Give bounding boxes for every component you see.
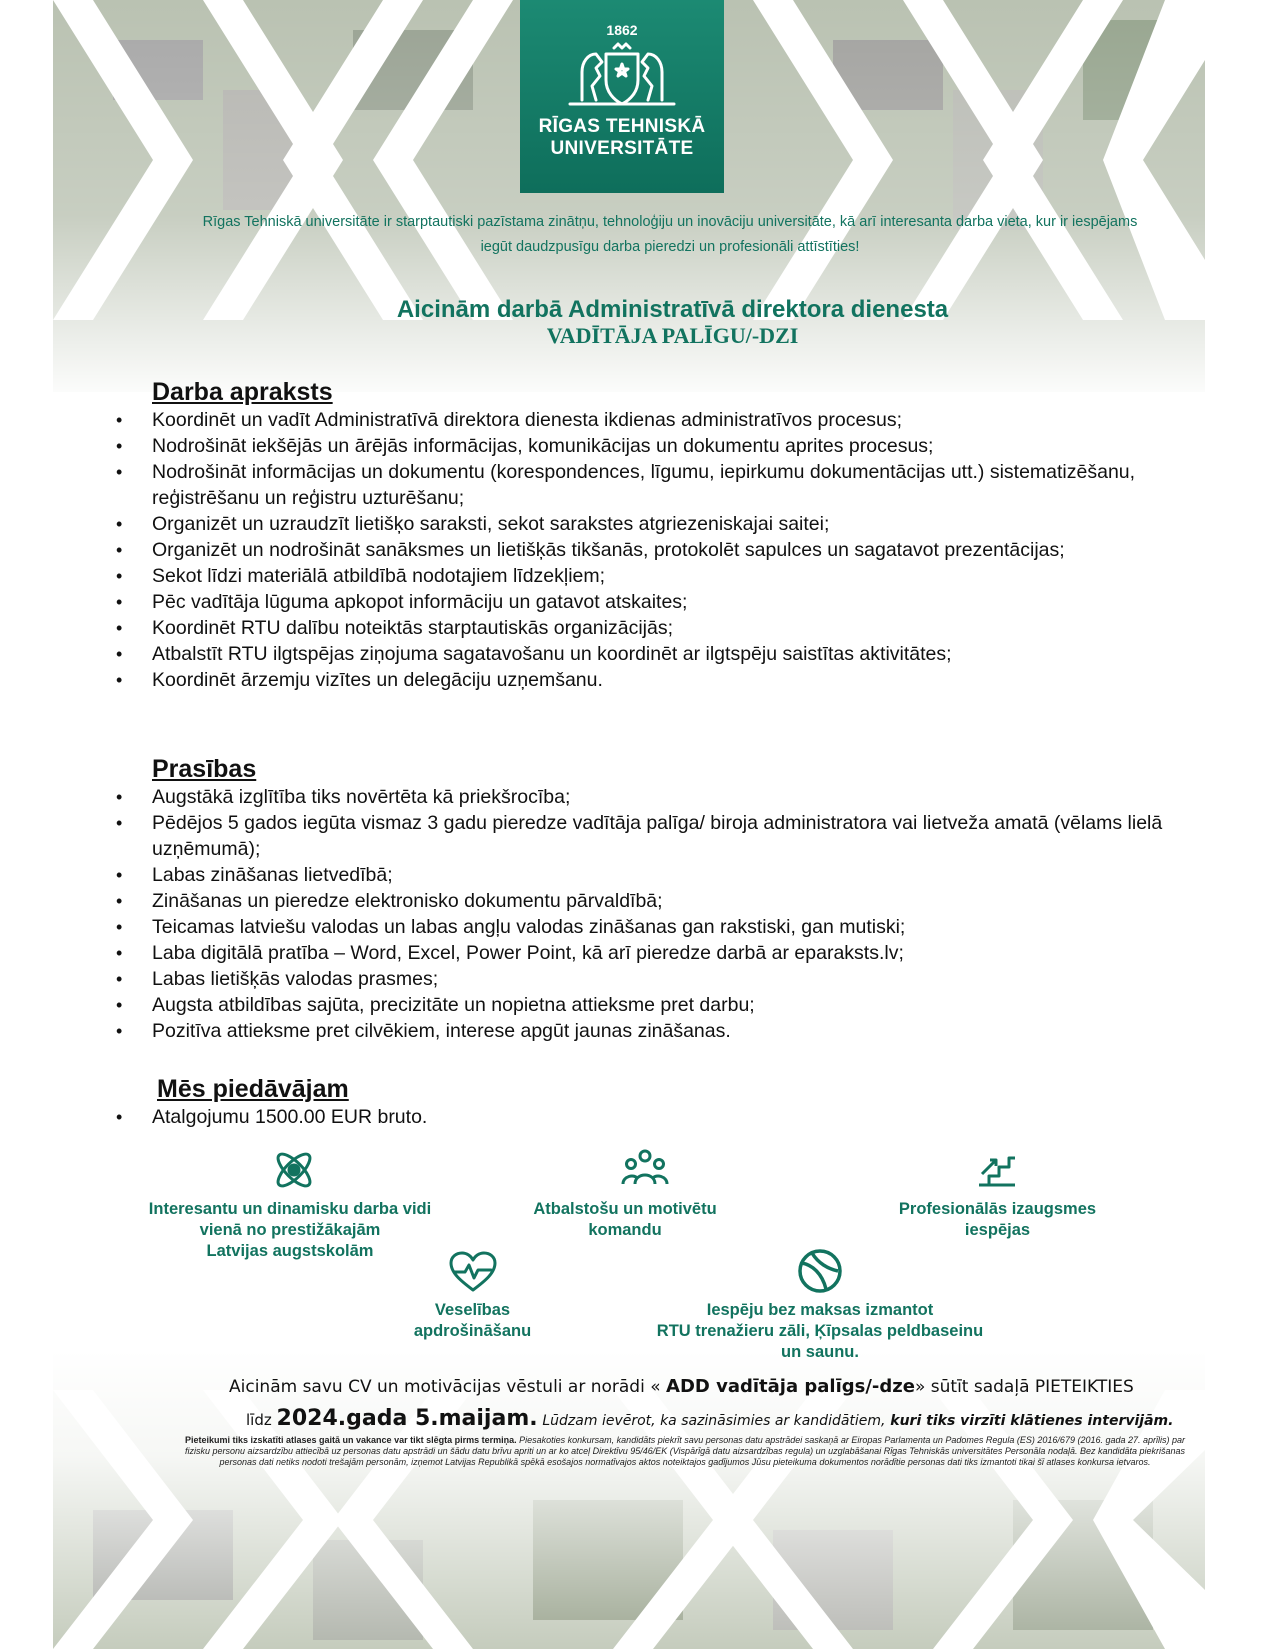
list-item: • Teicamas latviešu valodas un labas angļu valodas zināšanas gan rakstiski, gan mutiski; [114,914,1194,940]
benefit-text: iespējas [964,1221,1031,1239]
benefit-growth [870,1199,1125,1241]
heart-pulse-icon [447,1250,499,1294]
application-deadline [246,1406,1173,1431]
list-item: • Atbalstīt RTU ilgtspējas ziņojuma sagatavošanu un koordinēt ar ilgtspēju saistītas aktivitātes; [114,641,1194,667]
requirements-heading: Prasības [152,755,257,783]
benefit-text: apdrošināšanu [413,1322,532,1340]
position-title: VADĪTĀJA PALĪGU/-DZI [546,323,799,348]
team-icon [620,1148,670,1188]
application-instructions [229,1376,1134,1397]
benefit-text: vienā no prestižākajām [199,1221,381,1239]
offer-heading: Mēs piedāvājam [157,1075,349,1103]
benefit-text: komandu [588,1221,662,1239]
logo-year: 1862 [606,22,638,38]
benefit-team [510,1199,740,1241]
rtu-logo [520,0,724,193]
legal-notice [180,1435,1190,1468]
list-item: • Zināšanas un pieredze elektronisko dokumentu pārvaldībā; [114,888,1194,914]
benefit-work-environment [130,1199,450,1262]
list-item: • Koordinēt un vadīt Administratīvā direktora dienesta ikdienas administratīvos procesus; [114,407,1194,433]
benefit-text: un saunu. [781,1343,859,1361]
job-description-list [114,407,1194,693]
list-item: • Pēc vadītāja lūguma apkopot informāciju un gatavot atskaites; [114,589,1194,615]
intro-line2: iegūt daudzpusīgu darba pieredzi un profesionāli attīstīties! [480,239,860,255]
benefit-text: Interesantu un dinamisku darba vidi [148,1200,432,1218]
list-item: • Nodrošināt informācijas un dokumentu (korespondences, līgumu, iepirkumu dokumentācijas utt.) sistematizēšanu, reģistrēšanu un reģistru uzturēšanu; [114,459,1194,511]
deadline-date: 2024.gada 5.maijam. [276,1406,538,1431]
benefit-text: Atbalstošu un motivētu [533,1200,717,1218]
intro-line1: Rīgas Tehniskā universitāte ir starptautiski pazīstama zinātņu, tehnoloģiju un inovāciju universitāte, kā arī interesanta darba vieta, kur ir iespējams [202,214,1138,230]
stairs-growth-icon [976,1152,1018,1188]
benefit-text: Iespēju bez maksas izmantot [706,1301,934,1319]
benefit-insurance [400,1300,545,1342]
benefit-text: Latvijas augstskolām [206,1242,374,1260]
legal-notice-text: Piesakoties konkursam, kandidāts piekrīt savu personas datu apstrādei saskaņā ar Eiropas Parlamenta un Padomes Regula (ES) 2016/679 (2016. gada 27. aprīlis) par fizisku personu aizsardzību attiecībā uz personas datu apstrādi un šādu datu brīvu apriti un ar ko atceļ Direktīvu 95/46/EK (Vispārīgā datu aizsardzības regula) un uzglabāšanai Rīgas Tehniskās universitātes Personāla nodaļā. Bez kandidāta piekrišanas personas dati netiks nodoti trešajām personām, izņemot Latvijas Republikā spēkā esošajos normatīvajos aktos noteiktajos gadījumos Jūsu pieteikuma dokumentos norādītie personas dati tiks izmantoti tikai šī atlases konkursa ietvaros. [184,1435,1186,1467]
list-item: • Pēdējos 5 gados iegūta vismaz 3 gadu pieredze vadītāja palīga/ biroja administratora vai lietveža amatā (vēlams lielā uzņēmumā); [114,810,1194,862]
list-item: • Augsta atbildības sajūta, precizitāte un nopietna attieksme pret darbu; [114,992,1194,1018]
offer-section [114,1075,1194,1130]
intro-text [150,210,1190,260]
deadline-prefix: līdz [246,1411,272,1429]
list-item: • Labas lietišķās valodas prasmes; [114,966,1194,992]
list-item: • Labas zināšanas lietvedībā; [114,862,1194,888]
list-item: • Pozitīva attieksme pret cilvēkiem, interese apgūt jaunas zināšanas. [114,1018,1194,1044]
job-description-heading: Darba apraksts [152,378,333,406]
application-code: ADD vadītāja palīgs/-dze [666,1376,915,1397]
list-item: • Organizēt un uzraudzīt lietišķo saraksti, sekot sarakstes atgriezeniskajai saitei; [114,511,1194,537]
apply-suffix: » sūtīt sadaļā PIETEIKTIES [914,1377,1134,1397]
list-item: • Koordinēt ārzemju vizītes un delegāciju uzņemšanu. [114,667,1194,693]
apply-prefix: Aicinām savu CV un motivācijas vēstuli ar norādi « [229,1377,661,1397]
list-item: • Organizēt un nodrošināt sanāksmes un lietišķās tikšanās, protokolēt sapulces un sagatavot prezentācijas; [114,537,1194,563]
list-item: • Koordinēt RTU dalību noteiktās starptautiskās organizācijās; [114,615,1194,641]
contact-note-bold: kuri tiks virzīti klātienes intervijām. [890,1413,1174,1429]
requirements-list [114,784,1194,1044]
logo-name-line1: RĪGAS TEHNISKĀ [538,116,706,137]
list-item: • Laba digitālā pratība – Word, Excel, Power Point, kā arī pieredze darbā ar eparaksts.lv; [114,940,1194,966]
logo-name-line2: UNIVERSITĀTE [550,138,694,159]
page-title: Aicinām darbā Administratīvā direktora dienesta [396,296,949,323]
benefit-sports [630,1300,1010,1363]
benefit-text: RTU trenažieru zāli, Ķīpsalas peldbaseinu [656,1322,984,1340]
requirements-section [114,755,1194,1044]
benefit-text: Profesionālās izaugsmes [898,1200,1097,1218]
benefit-text: Veselības [434,1301,511,1319]
legal-notice-bold: Pieteikumi tiks izskatīti atlases gaitā un vakance var tikt slēgta pirms termiņa. [184,1435,517,1445]
list-item: • Augstākā izglītība tiks novērtēta kā priekšrocība; [114,784,1194,810]
list-item: • Sekot līdzi materiālā atbildībā nodotajiem līdzekļiem; [114,563,1194,589]
list-item: • Atalgojumu 1500.00 EUR bruto. [114,1104,1194,1130]
contact-note: Lūdzam ievērot, ka sazināsimies ar kandidātiem, [542,1413,886,1429]
ball-icon [796,1247,844,1295]
list-item: • Nodrošināt iekšējās un ārējās informācijas, komunikācijas un dokumentu aprites procesus; [114,433,1194,459]
crest-icon [562,42,682,108]
offer-list [114,1104,1194,1130]
atom-icon [270,1146,318,1194]
job-description-section [114,378,1194,693]
